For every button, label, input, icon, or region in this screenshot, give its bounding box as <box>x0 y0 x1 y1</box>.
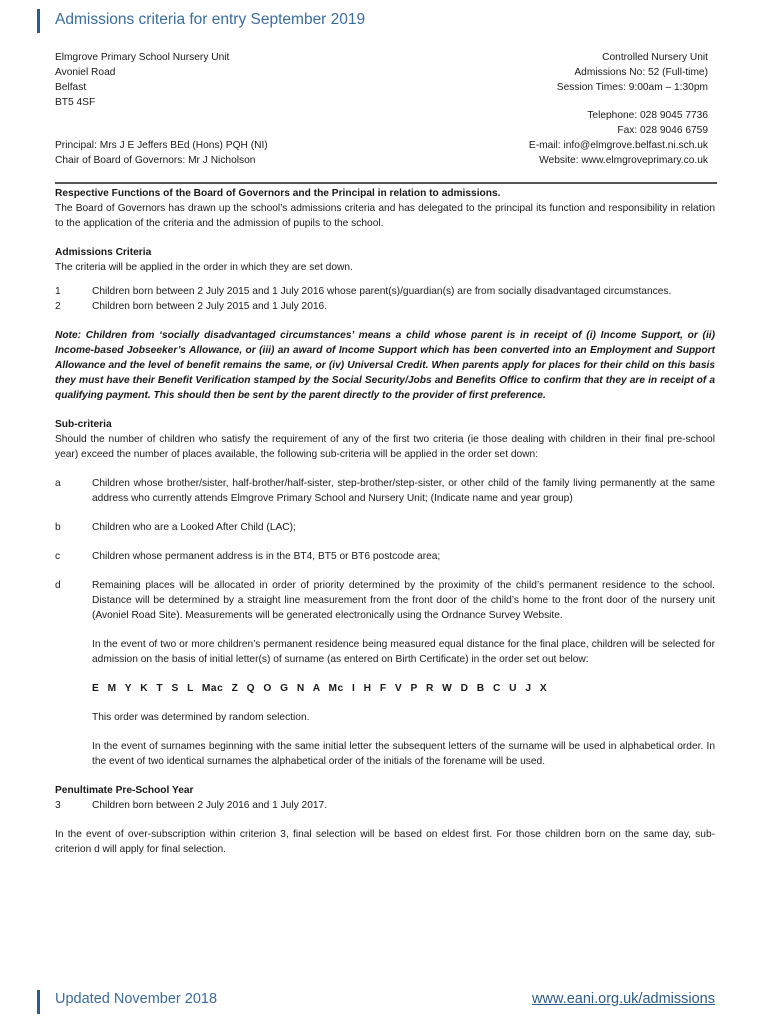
functions-heading: Respective Functions of the Board of Governors and the Principal in relation to admissions. <box>55 188 501 199</box>
address-line: BT5 4SF <box>55 97 96 108</box>
fax: Fax: 028 9046 6759 <box>617 125 708 136</box>
address-line: Belfast <box>55 82 87 93</box>
header-divider <box>55 182 717 184</box>
subcriterion-letter: a <box>55 478 61 489</box>
surname-order <box>55 681 715 696</box>
random-note: This order was determined by random selection. <box>92 712 310 723</box>
info-line: Admissions No: 52 (Full-time) <box>574 67 708 78</box>
penultimate-heading: Penultimate Pre-School Year <box>55 785 194 796</box>
page-title: Admissions criteria for entry September 2019 <box>55 11 366 28</box>
chair: Chair of Board of Governors: Mr J Nicholson <box>55 155 256 166</box>
subcriterion-text: Children whose permanent address is in the BT4, BT5 or BT6 postcode area; <box>92 551 441 562</box>
functions-text: The Board of Governors has drawn up the school’s admissions criteria and has delegated to the principal its function and responsibility in relation to the application of the criteria and the admission of pupils to the school. <box>55 203 715 229</box>
criteria-heading: Admissions Criteria <box>55 247 152 258</box>
school-address <box>55 50 229 110</box>
criterion-item <box>55 284 715 299</box>
subcriterion-text: Children whose brother/sister, half-brother/half-sister, step-brother/step-sister, or other child of the family living permanently at the same address who currently attends Elmgrove Primary School and Nursery Unit; (Indicate name and year group) <box>92 478 715 504</box>
email: E-mail: info@elmgrove.belfast.ni.sch.uk <box>528 140 708 151</box>
criterion-number: 2 <box>55 301 61 312</box>
updated-date: Updated November 2018 <box>55 991 218 1007</box>
telephone: Telephone: 028 9045 7736 <box>587 110 708 121</box>
criterion-number: 1 <box>55 286 61 297</box>
address-line: Elmgrove Primary School Nursery Unit <box>55 52 230 63</box>
criterion-text: Children born between 2 July 2015 and 1 July 2016 whose parent(s)/guardian(s) are from socially disadvantaged circumstances. <box>92 286 672 297</box>
criterion-number: 3 <box>55 800 61 811</box>
criterion-text: Children born between 2 July 2016 and 1 July 2017. <box>92 800 328 811</box>
subcriteria-intro: Should the number of children who satisfy the requirement of any of the first two criteria (ie those dealing with children in their final pre-school year) exceed the number of places available, the following sub-criteria will be applied in the order set down: <box>55 434 715 460</box>
final-selection-text: In the event of over-subscription within criterion 3, final selection will be based on eldest first. For those children born on the same day, sub-criterion d will apply for final selection. <box>55 829 715 855</box>
principal: Principal: Mrs J E Jeffers BEd (Hons) PQH (NI) <box>55 140 268 151</box>
tiebreak-block <box>55 637 715 667</box>
address-line: Avoniel Road <box>55 67 116 78</box>
random-note-block <box>55 710 715 725</box>
tiebreak-text: In the event of two or more children’s permanent residence being measured equal distance for the final place, children will be selected for admission on the basis of initial letter(s) of surname (as entered on Birth Certificate) in the order set out below: <box>92 639 715 665</box>
criterion-item <box>55 798 715 813</box>
criteria-intro: The criteria will be applied in the order in which they are set down. <box>55 262 353 273</box>
website: Website: www.elmgroveprimary.co.uk <box>539 155 708 166</box>
subcriterion-letter: d <box>55 580 61 591</box>
surname-letters: E M Y K T S L Mac Z Q O G N A Mc I H F V P R W D B C U J X <box>92 683 548 694</box>
subcriterion-item <box>55 520 715 535</box>
subcriterion-item <box>55 549 715 564</box>
info-line: Controlled Nursery Unit <box>602 52 708 63</box>
subcriterion-letter: b <box>55 522 61 533</box>
criterion-text: Children born between 2 July 2015 and 1 July 2016. <box>92 301 328 312</box>
criterion-item <box>55 299 715 314</box>
title-accent-bar <box>37 9 40 33</box>
subcriterion-item <box>55 476 715 506</box>
same-initial-text: In the event of surnames beginning with the same initial letter the subsequent letters of the surname will be used in alphabetical order. In the event of two identical surnames the alphabetical order of the initials of the forename will be used. <box>92 741 715 767</box>
subcriterion-item <box>55 578 715 623</box>
subcriterion-text: Children who are a Looked After Child (LAC); <box>92 522 296 533</box>
contact-info <box>529 108 708 168</box>
subcriterion-text: Remaining places will be allocated in order of priority determined by the proximity of the child’s permanent residence to the school. Distance will be determined by a straight line measurement from the front door of the child’s home to the front door of the nursery unit (Avoniel Road Site). Measurements will be generated electronically using the Ordnance Survey Website. <box>92 580 715 621</box>
subcriterion-letter: c <box>55 551 61 562</box>
same-initial-block <box>55 739 715 769</box>
subcriteria-heading: Sub-criteria <box>55 419 112 430</box>
footer-accent-bar <box>37 990 40 1014</box>
school-info <box>557 50 708 95</box>
staff-info <box>55 138 268 168</box>
admissions-link[interactable]: www.eani.org.uk/admissions <box>532 991 715 1007</box>
document-body <box>55 186 715 857</box>
info-line: Session Times: 9:00am – 1:30pm <box>556 82 708 93</box>
criteria-note: Note: Children from ‘socially disadvantaged circumstances’ means a child whose parent is in receipt of (i) Income Support, or (ii) Income-based Jobseeker’s Allowance, or (iii) an award of Income Support which has been converted into an Employment and Support Allowance and the level of benefit remains the same, or (iv) Universal Credit. When parents apply for places for their child on this basis they must have their Benefit Verification stamped by the Social Security/Jobs and Benefits Office to confirm that they are in receipt of a qualifying payment. This should then be sent by the parent directly to the provider of first preference. <box>55 330 715 401</box>
